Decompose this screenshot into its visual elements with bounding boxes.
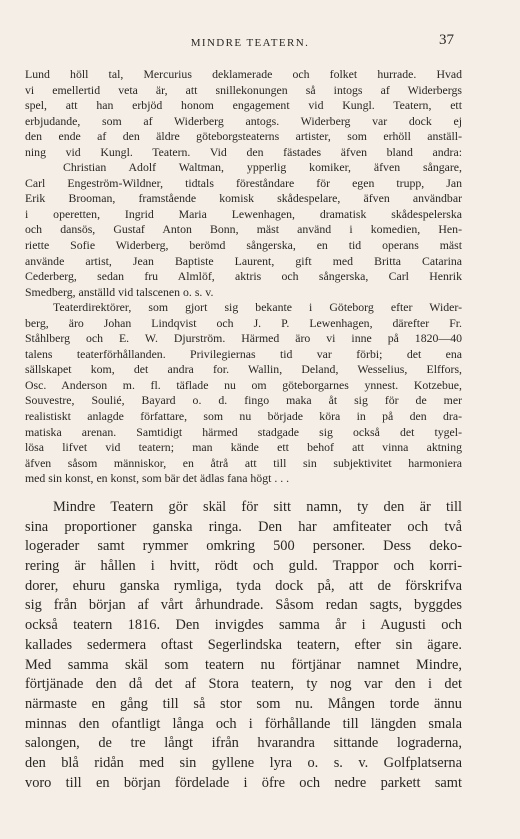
text-line: rering är hållen i hvitt, rödt och guld. Trappor och korri- (25, 558, 462, 575)
text-line: erbjudande, som af Widerberg antogs. Widerberg var dock ej (25, 113, 462, 128)
page-number: 37 (439, 32, 454, 48)
text-line: vi emellertid veta är, att snillekonungen så intogs af Widerbergs (25, 82, 462, 97)
text-line: Ståhlberg och E. W. Djurström. Härmed äro vi inne på 1820—40 (25, 331, 462, 346)
text-line: berg, äro Johan Lindqvist och J. P. Lewenhagen, därefter Fr. (25, 315, 462, 330)
small-print-passage (25, 67, 462, 487)
text-line: sällskapet kom, det andra for. Wallin, Deland, Wesselius, Elffors, (25, 362, 462, 377)
text-line: närmaste en gång till så stor som nu. Mången torde ännu (25, 695, 462, 712)
text-line: använde artist, Jean Baptiste Laurent, gift med Britta Catarina (25, 253, 462, 268)
text-line: den ende af den äldre göteborgsteaterns artister, som erhöll anställ- (25, 129, 462, 144)
text-line: Cederberg, sedan fru Almlöf, aktris och sångerska, Carl Henrik (25, 269, 462, 284)
text-line: Lund höll tal, Mercurius deklamerade och folket hurrade. Hvad (25, 67, 462, 81)
running-title: MINDRE TEATERN. (190, 37, 310, 49)
text-line: voro till en början fördelade i öfre och nedre parkett samt (25, 774, 462, 791)
text-line: ning vid Kungl. Teatern. Vid den fästades äfven bland andra: (25, 144, 462, 159)
text-line: riette Sofie Widerberg, berömd sångerska, en tid operans mäst (25, 238, 462, 253)
text-line: talens teaterförhållanden. Privilegiernas tid var förbi; det ena (25, 346, 462, 361)
text-line: sina proportioner ganska ringa. Den har amfiteater och två (25, 518, 462, 535)
text-line: Erik Brooman, framstående komisk skådespelare, äfven användbar (25, 191, 462, 206)
text-line: äfven såsom människor, en åtrå att till sin subjektivitet harmoniera (25, 455, 462, 470)
page-header (54, 32, 454, 54)
text-line: Osc. Anderson m. fl. täflade nu om göteborgarnes ynnest. Kotzebue, (25, 377, 462, 392)
text-line: matiska arenan. Samtidigt härmed stadgade sig också det tygel- (25, 424, 462, 439)
text-line: Teaterdirektörer, som gjort sig bekante i Göteborg efter Wider- (53, 300, 462, 315)
text-line: salongen, de tre långt ifrån hvarandra sittande lograderna, (25, 735, 462, 752)
text-line: Mindre Teatern gör skäl för sitt namn, ty den är till (53, 499, 462, 515)
text-line: kallades sedermera oftast Segerlindska teatern, efter sin ägare. (25, 636, 462, 653)
text-line: Souvestre, Soulié, Bayard o. d. fingo maka åt sig för de mer (25, 393, 462, 408)
text-line: Med samma skäl som teatern nu förtjänar namnet Mindre, (25, 656, 462, 673)
text-line: i operetten, Ingrid Maria Lewenhagen, dramatisk skådespelerska (25, 206, 462, 221)
text-line: realistiskt anlagde författare, som nu började köra in på den dra- (25, 409, 462, 424)
text-line: Christian Adolf Waltman, ypperlig komiker, äfven sångare, (63, 160, 462, 175)
text-line: dorer, ehuru ganska rymliga, tyda dock på, att de förskrifva (25, 577, 462, 594)
text-line: sig från början af vårt århundrade. Såsom redan sagts, byggdes (25, 597, 462, 614)
text-line: med sin konst, en konst, som bär det ädlas fana högt . . . (25, 471, 290, 486)
text-line: minnas den ofantligt långa och i förhållande till längden smala (25, 715, 462, 732)
text-line: spel, att han erbjöd honom engagement vid Kungl. Teatern, ett (25, 98, 462, 113)
text-line: den blå ridån med sin gyllene lyra o. s. v. Golfplatserna (25, 754, 462, 771)
text-line: också teatern 1816. Den invigdes samma år i Augusti och (25, 617, 462, 634)
text-line: förtjänade den då det af Stora teatern, ty nog var den i det (25, 676, 462, 693)
body-text-passage (25, 498, 462, 793)
text-line: Smedberg, anställd vid talscenen o. s. v. (25, 284, 214, 299)
text-line: logerader samt rymmer omkring 500 personer. Dess deko- (25, 538, 462, 555)
text-line: Carl Engeström-Wildner, tidtals föreståndare för egen trupp, Jan (25, 175, 462, 190)
text-line: och dansös, Gustaf Anton Bonn, mäst använd i komedien, Hen- (25, 222, 462, 237)
text-line: lösa lifvet vid teatern; man kände ett behof att vinna aktning (25, 440, 462, 455)
